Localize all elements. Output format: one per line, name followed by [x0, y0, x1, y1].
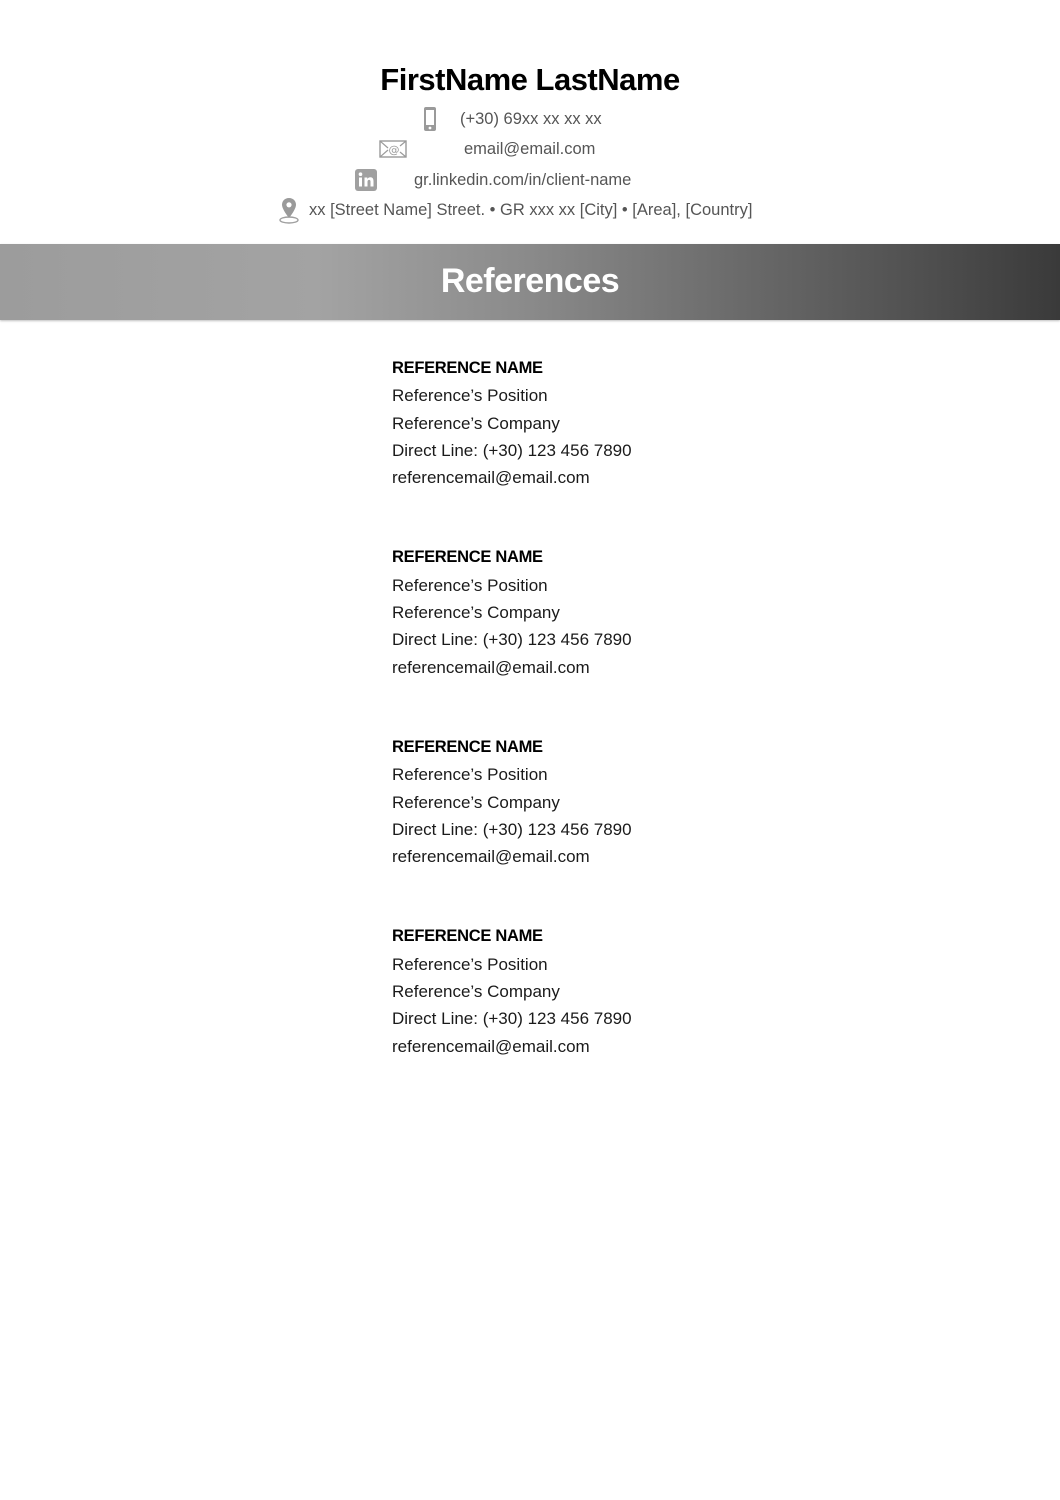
- reference-name: REFERENCE NAME: [392, 548, 543, 567]
- reference-email: referencemail@email.com: [392, 847, 590, 867]
- reference-name: REFERENCE NAME: [392, 737, 543, 756]
- email-address: email@email.com: [464, 140, 596, 158]
- section-title: References: [440, 262, 620, 300]
- reference-email: referencemail@email.com: [392, 657, 590, 677]
- reference-name: REFERENCE NAME: [392, 359, 543, 377]
- reference-position: Reference’s Position: [392, 765, 548, 785]
- linkedin-url: gr.linkedin.com/in/client-name: [414, 171, 632, 189]
- reference-email: referencemail@email.com: [392, 1036, 590, 1056]
- reference-position: Reference’s Position: [392, 954, 548, 974]
- contact-row-linkedin: [0, 166, 1060, 194]
- reference-direct-line: Direct Line: (+30) 123 456 7890: [392, 440, 632, 460]
- reference-entry: [392, 734, 892, 870]
- phone-icon: [420, 105, 440, 133]
- reference-company: Reference’s Company: [392, 792, 560, 812]
- location-pin-icon: [278, 196, 300, 224]
- reference-company: Reference’s Company: [392, 982, 560, 1002]
- reference-entry: [392, 923, 892, 1059]
- reference-company: Reference’s Company: [392, 413, 560, 433]
- section-banner: [0, 244, 1060, 320]
- reference-company: Reference’s Company: [392, 603, 560, 623]
- resume-header: [0, 0, 1060, 244]
- reference-email: referencemail@email.com: [392, 468, 590, 488]
- reference-entry: [392, 544, 892, 680]
- reference-position: Reference’s Position: [392, 575, 548, 595]
- references-list: [392, 355, 892, 1113]
- contact-row-email: [0, 135, 1060, 163]
- reference-direct-line: Direct Line: (+30) 123 456 7890: [392, 1009, 632, 1029]
- email-icon: [378, 135, 408, 163]
- reference-position: Reference’s Position: [392, 386, 548, 406]
- reference-direct-line: Direct Line: (+30) 123 456 7890: [392, 630, 632, 650]
- candidate-name: FirstName LastName: [380, 62, 680, 97]
- reference-direct-line: Direct Line: (+30) 123 456 7890: [392, 819, 632, 839]
- contact-row-address: [0, 196, 1060, 224]
- phone-number: (+30) 69xx xx xx xx: [460, 110, 602, 128]
- reference-entry: [392, 355, 892, 491]
- street-address: xx [Street Name] Street. • GR xxx xx [City] • [Area], [Country]: [309, 201, 753, 219]
- reference-name: REFERENCE NAME: [392, 927, 543, 946]
- svg-text:@: @: [388, 143, 400, 157]
- linkedin-icon: [354, 166, 378, 194]
- contact-row-phone: [0, 105, 1060, 133]
